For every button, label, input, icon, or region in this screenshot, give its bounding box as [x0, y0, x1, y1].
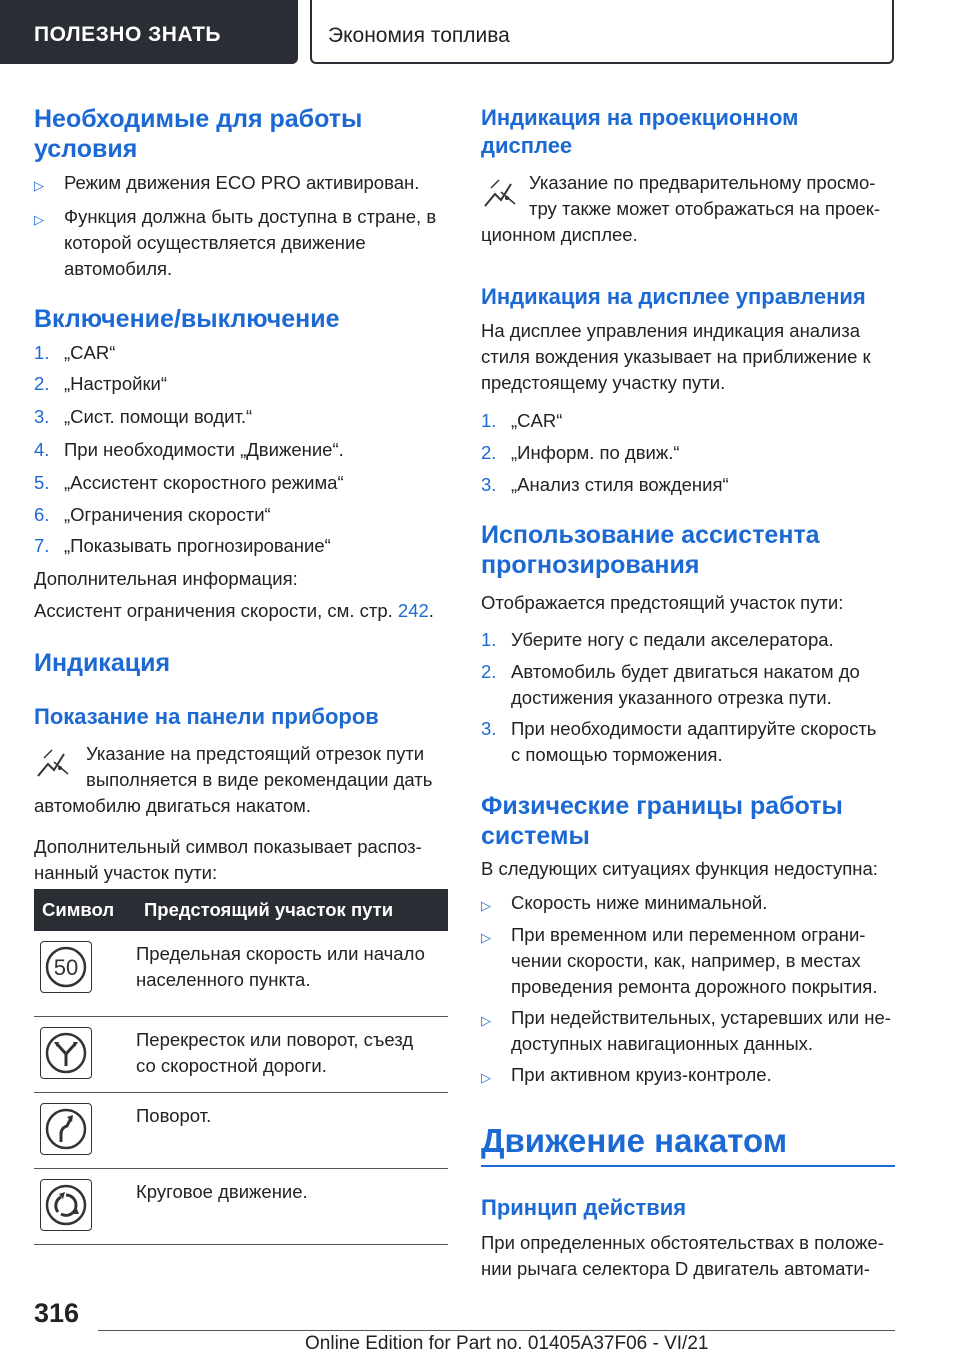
table-row: 50 Предельная скорость или начало населенного пункта.: [34, 931, 448, 1017]
cid-text-3: предстоящему участку пути.: [481, 372, 726, 393]
onoff-heading: Включение/выключение: [34, 305, 340, 333]
footer-rule: [98, 1330, 895, 1331]
triangle-bullet-icon: ▷: [34, 178, 44, 193]
cluster-text-3: автомобилю двигаться накатом.: [34, 795, 312, 816]
coasting-info-icon: [481, 174, 519, 212]
heading-rule: [481, 1165, 895, 1167]
principle-text-1: При определенных обстоятельствах в положе-: [481, 1232, 884, 1253]
triangle-bullet-icon: ▷: [481, 1013, 491, 1028]
more-info-text: Дополнительная информация:: [34, 568, 298, 589]
table-row: Перекресток или поворот, съезд со скоростной дороги.: [34, 1017, 448, 1093]
roundabout-icon: [40, 1179, 92, 1231]
cid-text-1: На дисплее управления индикация анализа: [481, 320, 860, 341]
section-label: ПОЛЕЗНО ЗНАТЬ: [34, 23, 221, 46]
svg-text:50: 50: [53, 955, 79, 980]
column-header-symbol: Символ: [34, 889, 136, 931]
principle-heading: Принцип действия: [481, 1195, 687, 1220]
column-header-route: Предстоящий участок пути: [136, 889, 448, 931]
use-heading: Использование ассистента прогнозирования: [481, 521, 820, 579]
hud-text-2: тру также может отображаться на проек-: [529, 198, 881, 219]
symbol-table: [34, 889, 448, 1245]
conditions-heading: Необходимые для работы условия: [34, 105, 363, 163]
triangle-bullet-icon: ▷: [34, 212, 44, 227]
edition-text: Online Edition for Part no. 01405A37F06 - VI/21: [305, 1333, 709, 1354]
limits-heading: Физические границы работы системы: [481, 792, 843, 850]
hud-text-3: ционном дисплее.: [481, 224, 638, 245]
triangle-bullet-icon: ▷: [481, 930, 491, 945]
cluster-text-2: выполняется в виде рекомендации дать: [86, 769, 433, 790]
chapter-label: Экономия топлива: [328, 24, 510, 47]
junction-icon: [40, 1027, 92, 1079]
page-link[interactable]: 242: [397, 600, 429, 621]
principle-text-2: нии рычага селектора D двигатель автомати-: [481, 1258, 870, 1279]
cid-heading: Индикация на дисплее управления: [481, 284, 866, 309]
table-header-row: [34, 889, 448, 931]
hud-heading: Индикация на проекционном дисплее: [481, 105, 799, 158]
triangle-bullet-icon: ▷: [481, 1070, 491, 1085]
limits-intro: В следующих ситуациях функция недоступна:: [481, 858, 878, 879]
cluster-text-1: Указание на предстоящий отрезок пути: [86, 743, 425, 764]
table-row: Поворот.: [34, 1093, 448, 1169]
coasting-info-icon: [34, 744, 72, 782]
triangle-bullet-icon: ▷: [481, 898, 491, 913]
chapter-tab: [310, 0, 894, 64]
table-row: Круговое движение.: [34, 1169, 448, 1245]
coasting-heading: Движение накатом: [481, 1122, 788, 1159]
symbol-text-1: Дополнительный символ показывает распоз-: [34, 836, 422, 857]
page-number: 316: [34, 1298, 80, 1328]
cid-text-2: стиля вождения указывает на приближение к: [481, 346, 871, 367]
section-tab: [0, 0, 298, 64]
symbol-text-2: нанный участок пути:: [34, 862, 218, 883]
use-intro: Отображается предстоящий участок пути:: [481, 592, 844, 613]
cluster-heading: Показание на панели приборов: [34, 704, 379, 729]
reference-text: Ассистент ограничения скорости, см. стр. 242.: [34, 600, 434, 621]
display-heading: Индикация: [34, 649, 171, 677]
hud-text-1: Указание по предварительному просмо-: [529, 172, 876, 193]
curve-icon: [40, 1103, 92, 1155]
speed-limit-50-icon: [40, 941, 92, 993]
